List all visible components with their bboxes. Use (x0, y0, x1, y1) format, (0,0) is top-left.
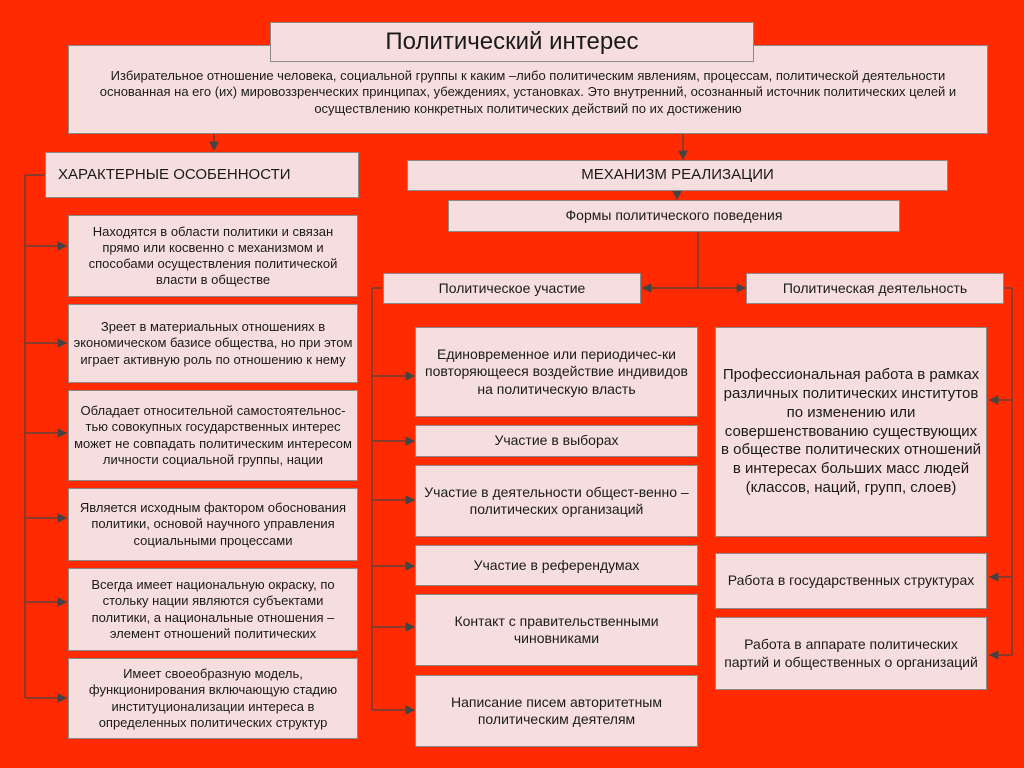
participation-item-text: Контакт с правительственными чиновниками (454, 612, 659, 646)
feature-item-4 (68, 488, 358, 561)
feature-item-6 (68, 658, 358, 739)
feature-item-text: Имеет своеобразную модель, функционирования включающую стадию институционализации интереса в определенных политических структур (88, 666, 338, 730)
definition-text: Избирательное отношение человека, социальной группы к каким –либо политическим явлениям, процессам, политической деятельности основанная на его (их) мировоззренческих принципах, убеждениях, установках. Это внутренний, осознанный источник политических целей и осуществлению конкретных политических действий по их достижению (99, 68, 957, 116)
feature-item-text: Является исходным фактором обоснования политики, основой научного управления социальными процессами (79, 500, 347, 548)
participation-item-4 (415, 545, 698, 586)
activity-item-text: Профессиональная работа в рамках различных политических институтов по изменению или совершенствованию существующих в обществе политических отношений в интересах больших масс людей (классов, наций, групп, слоев) (721, 366, 981, 496)
participation-heading-text: Политическое участие (438, 279, 586, 296)
activity-item-text: Работа в аппарате политических партий и общественных о организаций (724, 636, 978, 670)
feature-item-5 (68, 568, 358, 651)
activity-heading-text: Политическая деятельность (782, 279, 968, 296)
mechanism-heading-text: МЕХАНИЗМ РЕАЛИЗАЦИИ (581, 166, 774, 184)
behavior-forms-text: Формы политического поведения (565, 207, 783, 224)
page-title-text: Политический интерес (385, 28, 639, 55)
features-heading-text: ХАРАКТЕРНЫЕ ОСОБЕННОСТИ (58, 165, 291, 183)
activity-item-3 (715, 617, 987, 690)
features-heading (45, 152, 359, 198)
behavior-forms-box (448, 200, 900, 232)
participation-item-text: Участие в деятельности общест-венно – политических организаций (424, 483, 689, 517)
participation-item-3 (415, 465, 698, 537)
participation-item-1 (415, 327, 698, 417)
participation-item-2 (415, 425, 698, 457)
participation-item-5 (415, 594, 698, 666)
feature-item-1 (68, 215, 358, 297)
feature-item-text: Обладает относительной самостоятельнос-тью совокупных государственных интерес может не совпадать политическим интересом личности социальной группы, нации (74, 403, 352, 467)
participation-heading (383, 273, 641, 304)
participation-item-text: Участие в референдумах (473, 556, 640, 573)
activity-item-1 (715, 327, 987, 537)
participation-item-6 (415, 675, 698, 747)
feature-item-3 (68, 390, 358, 481)
participation-item-text: Единовременное или периодичес-ки повторяющееся воздействие индивидов на политическую власть (425, 345, 688, 397)
mechanism-heading (407, 160, 948, 191)
activity-item-text: Работа в государственных структурах (727, 572, 975, 589)
feature-item-text: Зреет в материальных отношениях в экономическом базисе общества, но при этом играет активную роль по отношению к нему (73, 319, 353, 367)
participation-item-text: Написание писем авторитетным политическим деятелям (451, 693, 662, 727)
activity-heading (746, 273, 1004, 304)
feature-item-text: Находятся в области политики и связан прямо или косвенно с механизмом и способами осуществления политической власти в обществе (88, 223, 338, 288)
feature-item-text: Всегда имеет национальную окраску, по стольку нации являются субъектами политики, а национальные отношения – элемент отношений политических (91, 577, 335, 641)
participation-item-text: Участие в выборах (494, 432, 619, 449)
activity-item-2 (715, 553, 987, 609)
page-title (270, 22, 754, 62)
feature-item-2 (68, 304, 358, 383)
